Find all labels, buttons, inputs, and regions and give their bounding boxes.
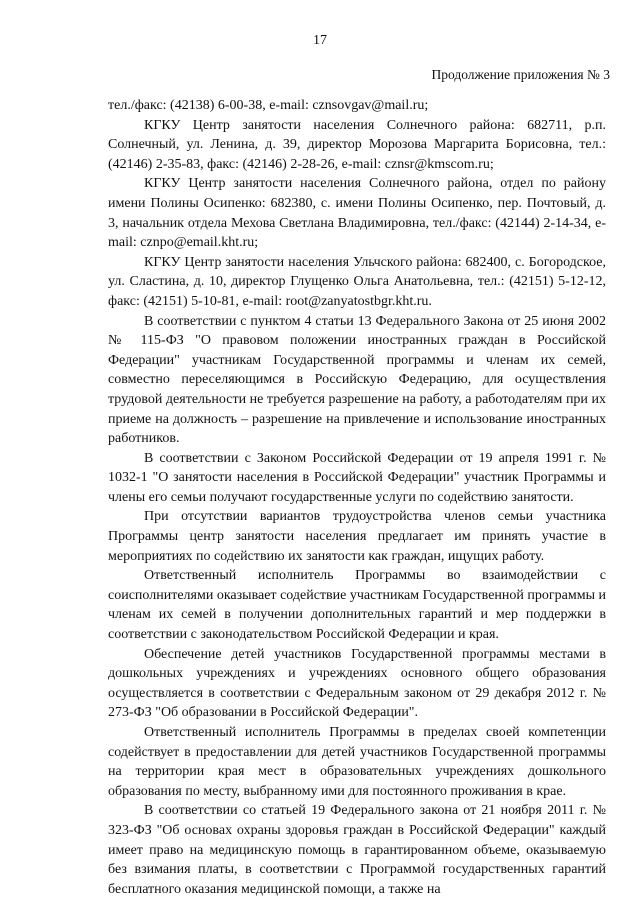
paragraph: В соответствии со статьей 19 Федерального закона от 21 ноября 2011 г. № 323-ФЗ "Об основах охраны здоровья граждан в Российской Федерации" каждый имеет право на медицинскую помощь в гарантированном объеме, оказываемую без взимания платы, в соответствии с Программой государственных гарантий бесплатного оказания медицинской помощи, а также на — [108, 803, 606, 897]
document-body — [108, 96, 606, 899]
paragraph: Ответственный исполнитель Программы в пределах своей компетенции содействует в предоставлении для детей участников Государственной программы на территории края мест в образовательных учреждениях дошкольного образования по месту, выбранному ими для постоянного проживания в крае. — [108, 725, 606, 799]
page-number: 17 — [313, 33, 327, 48]
paragraph-continued: тел./факс: (42138) 6-00-38, e-mail: cznsovgav@mail.ru; — [108, 98, 429, 113]
paragraph: КГКУ Центр занятости населения Ульчского района: 682400, с. Богородское, ул. Сластина, д. 10, директор Глущенко Ольга Анатольевна, тел.: (42151) 5-12-12, факс: (42151) 5-10-81, e-mail: root@zanyatostbgr.kht.ru. — [108, 254, 606, 309]
paragraph: В соответствии с пунктом 4 статьи 13 Федерального Закона от 25 июня 2002 № 115-ФЗ "О правовом положении иностранных граждан в Российской Федерации" участникам Государственной программы и членам их семей, совместно переселяющимся в Российскую Федерацию, для осуществления трудовой деятельности не требуется разрешение на работу, а работодателям при их приеме на должность – разрешение на привлечение и использование иностранных работников. — [108, 313, 606, 447]
paragraph: В соответствии с Законом Российской Федерации от 19 апреля 1991 г. № 1032-1 "О занятости населения в Российской Федерации" участник Программы и члены его семьи получают государственные услуги по содействию занятости. — [108, 450, 606, 505]
paragraph: КГКУ Центр занятости населения Солнечного района: 682711, р.п. Солнечный, ул. Ленина, д. 39, директор Морозова Маргарита Борисовна, тел.: (42146) 2-35-83, факс: (42146) 2-28-26, e-mail: cznsr@kmscom.ru; — [108, 117, 606, 172]
paragraph: Ответственный исполнитель Программы во взаимодействии с соисполнителями оказывает содействие участникам Государственной программы и членам их семей в получении дополнительных гарантий и мер поддержки в соответствии с законодательством Российской Федерации и края. — [108, 568, 606, 643]
paragraph: КГКУ Центр занятости населения Солнечного района, отдел по району имени Полины Осипенко: 682380, с. имени Полины Осипенко, пер. Почтовый, д. 3, начальник отдела Мехова Светлана Владимировна, тел./факс: (42144) 2-14-34, e-mail: cznpo@email.kht.ru; — [108, 176, 606, 251]
appendix-label: Продолжение приложения № 3 — [431, 67, 610, 82]
paragraph: Обеспечение детей участников Государственной программы местами в дошкольных учреждениях и учреждениях основного общего образования осуществляется в соответствии с Федеральным законом от 29 декабря 2012 г. № 273-ФЗ "Об образовании в Российской Федерации". — [108, 646, 606, 721]
paragraph: При отсутствии вариантов трудоустройства членов семьи участника Программы центр занятости населения предлагает им принять участие в мероприятиях по содействию их занятости как граждан, ищущих работу. — [108, 509, 606, 564]
